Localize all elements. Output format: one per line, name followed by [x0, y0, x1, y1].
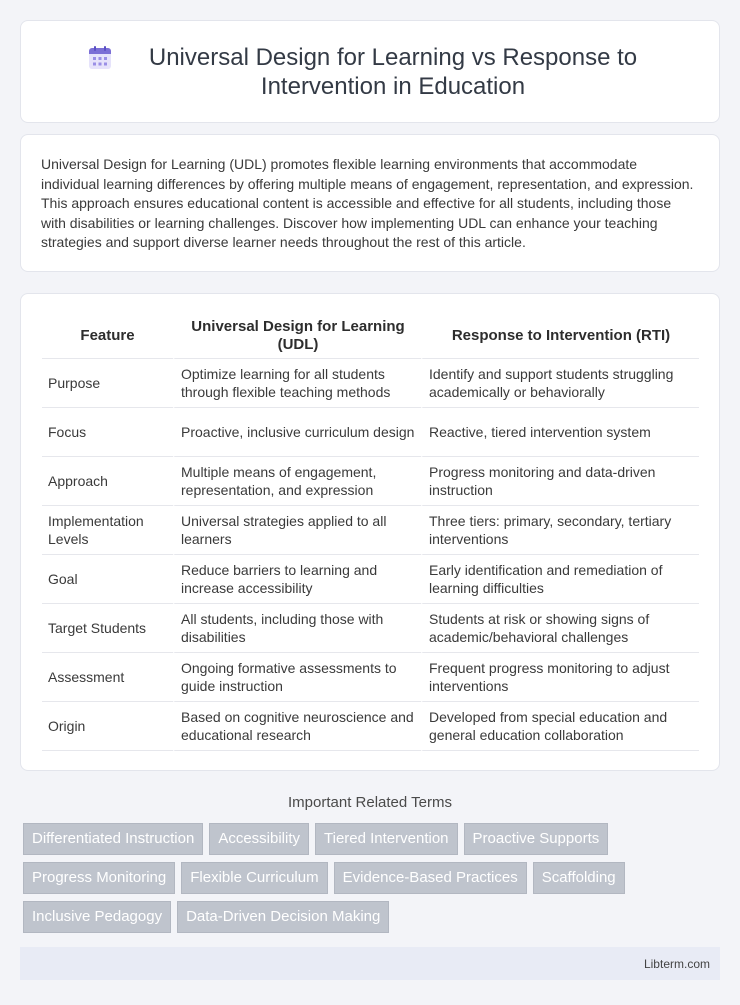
intro-paragraph: Universal Design for Learning (UDL) promotes flexible learning environments that accommodate individual learning differences by offering multiple means of engagement, representation, and expression. This approach ensures educational content is accessible and effective for all students, including those with disabilities or learning challenges. Discover how implementing UDL can enhance your teaching strategies and support diverse learner needs throughout the rest of this article.: [41, 156, 694, 251]
row-rti: Students at risk or showing signs of academic/behavioral challenges: [421, 604, 699, 653]
term-tag[interactable]: Accessibility: [209, 823, 309, 855]
table-row: [42, 457, 699, 506]
table-row: [42, 702, 699, 751]
row-rti: Early identification and remediation of learning difficulties: [421, 555, 699, 604]
row-udl: Reduce barriers to learning and increase accessibility: [173, 555, 421, 604]
term-tag[interactable]: Differentiated Instruction: [23, 823, 203, 855]
table-row: [42, 653, 699, 702]
row-rti: Progress monitoring and data-driven instruction: [421, 457, 699, 506]
footer-site-link[interactable]: Libterm.com: [643, 956, 710, 971]
page-title: Universal Design for Learning vs Response to Intervention in Education: [148, 43, 638, 100]
row-feature: Focus: [42, 408, 173, 457]
table-row: [42, 604, 699, 653]
term-tag[interactable]: Tiered Intervention: [315, 823, 458, 855]
row-udl: All students, including those with disabilities: [173, 604, 421, 653]
table-row: [42, 359, 699, 408]
comparison-table: [42, 314, 699, 751]
term-tag[interactable]: Data-Driven Decision Making: [177, 901, 389, 933]
term-tag[interactable]: Proactive Supports: [464, 823, 609, 855]
header-feature: Feature: [42, 314, 173, 359]
related-terms-list: [23, 823, 720, 940]
table-row: [42, 408, 699, 457]
row-udl: Based on cognitive neuroscience and educational research: [173, 702, 421, 751]
row-rti: Three tiers: primary, secondary, tertiary interventions: [421, 506, 699, 555]
row-rti: Reactive, tiered intervention system: [421, 408, 699, 457]
row-feature: Target Students: [42, 604, 173, 653]
related-terms-title: Important Related Terms: [288, 794, 452, 811]
header: [87, 43, 653, 101]
footer: [20, 947, 720, 980]
header-rti: Response to Intervention (RTI): [421, 314, 699, 359]
term-tag[interactable]: Scaffolding: [533, 862, 625, 894]
term-tag[interactable]: Flexible Curriculum: [181, 862, 327, 894]
row-udl: Proactive, inclusive curriculum design: [173, 408, 421, 457]
table-row: [42, 555, 699, 604]
row-feature: Goal: [42, 555, 173, 604]
row-rti: Identify and support students struggling academically or behaviorally: [421, 359, 699, 408]
table-header-row: [42, 314, 699, 359]
row-rti: Developed from special education and general education collaboration: [421, 702, 699, 751]
table-row: [42, 506, 699, 555]
row-udl: Optimize learning for all students through flexible teaching methods: [173, 359, 421, 408]
row-feature: Purpose: [42, 359, 173, 408]
term-tag[interactable]: Inclusive Pedagogy: [23, 901, 171, 933]
header-card: [20, 20, 720, 123]
row-udl: Multiple means of engagement, representation, and expression: [173, 457, 421, 506]
row-udl: Ongoing formative assessments to guide instruction: [173, 653, 421, 702]
intro-card: [20, 134, 720, 272]
comparison-table-card: [20, 293, 720, 771]
row-feature: Assessment: [42, 653, 173, 702]
row-feature: Approach: [42, 457, 173, 506]
row-feature: Origin: [42, 702, 173, 751]
calendar-icon: [87, 45, 113, 71]
term-tag[interactable]: Progress Monitoring: [23, 862, 175, 894]
row-udl: Universal strategies applied to all learners: [173, 506, 421, 555]
row-rti: Frequent progress monitoring to adjust interventions: [421, 653, 699, 702]
row-feature: Implementation Levels: [42, 506, 173, 555]
header-udl: Universal Design for Learning (UDL): [173, 314, 421, 359]
term-tag[interactable]: Evidence-Based Practices: [334, 862, 527, 894]
